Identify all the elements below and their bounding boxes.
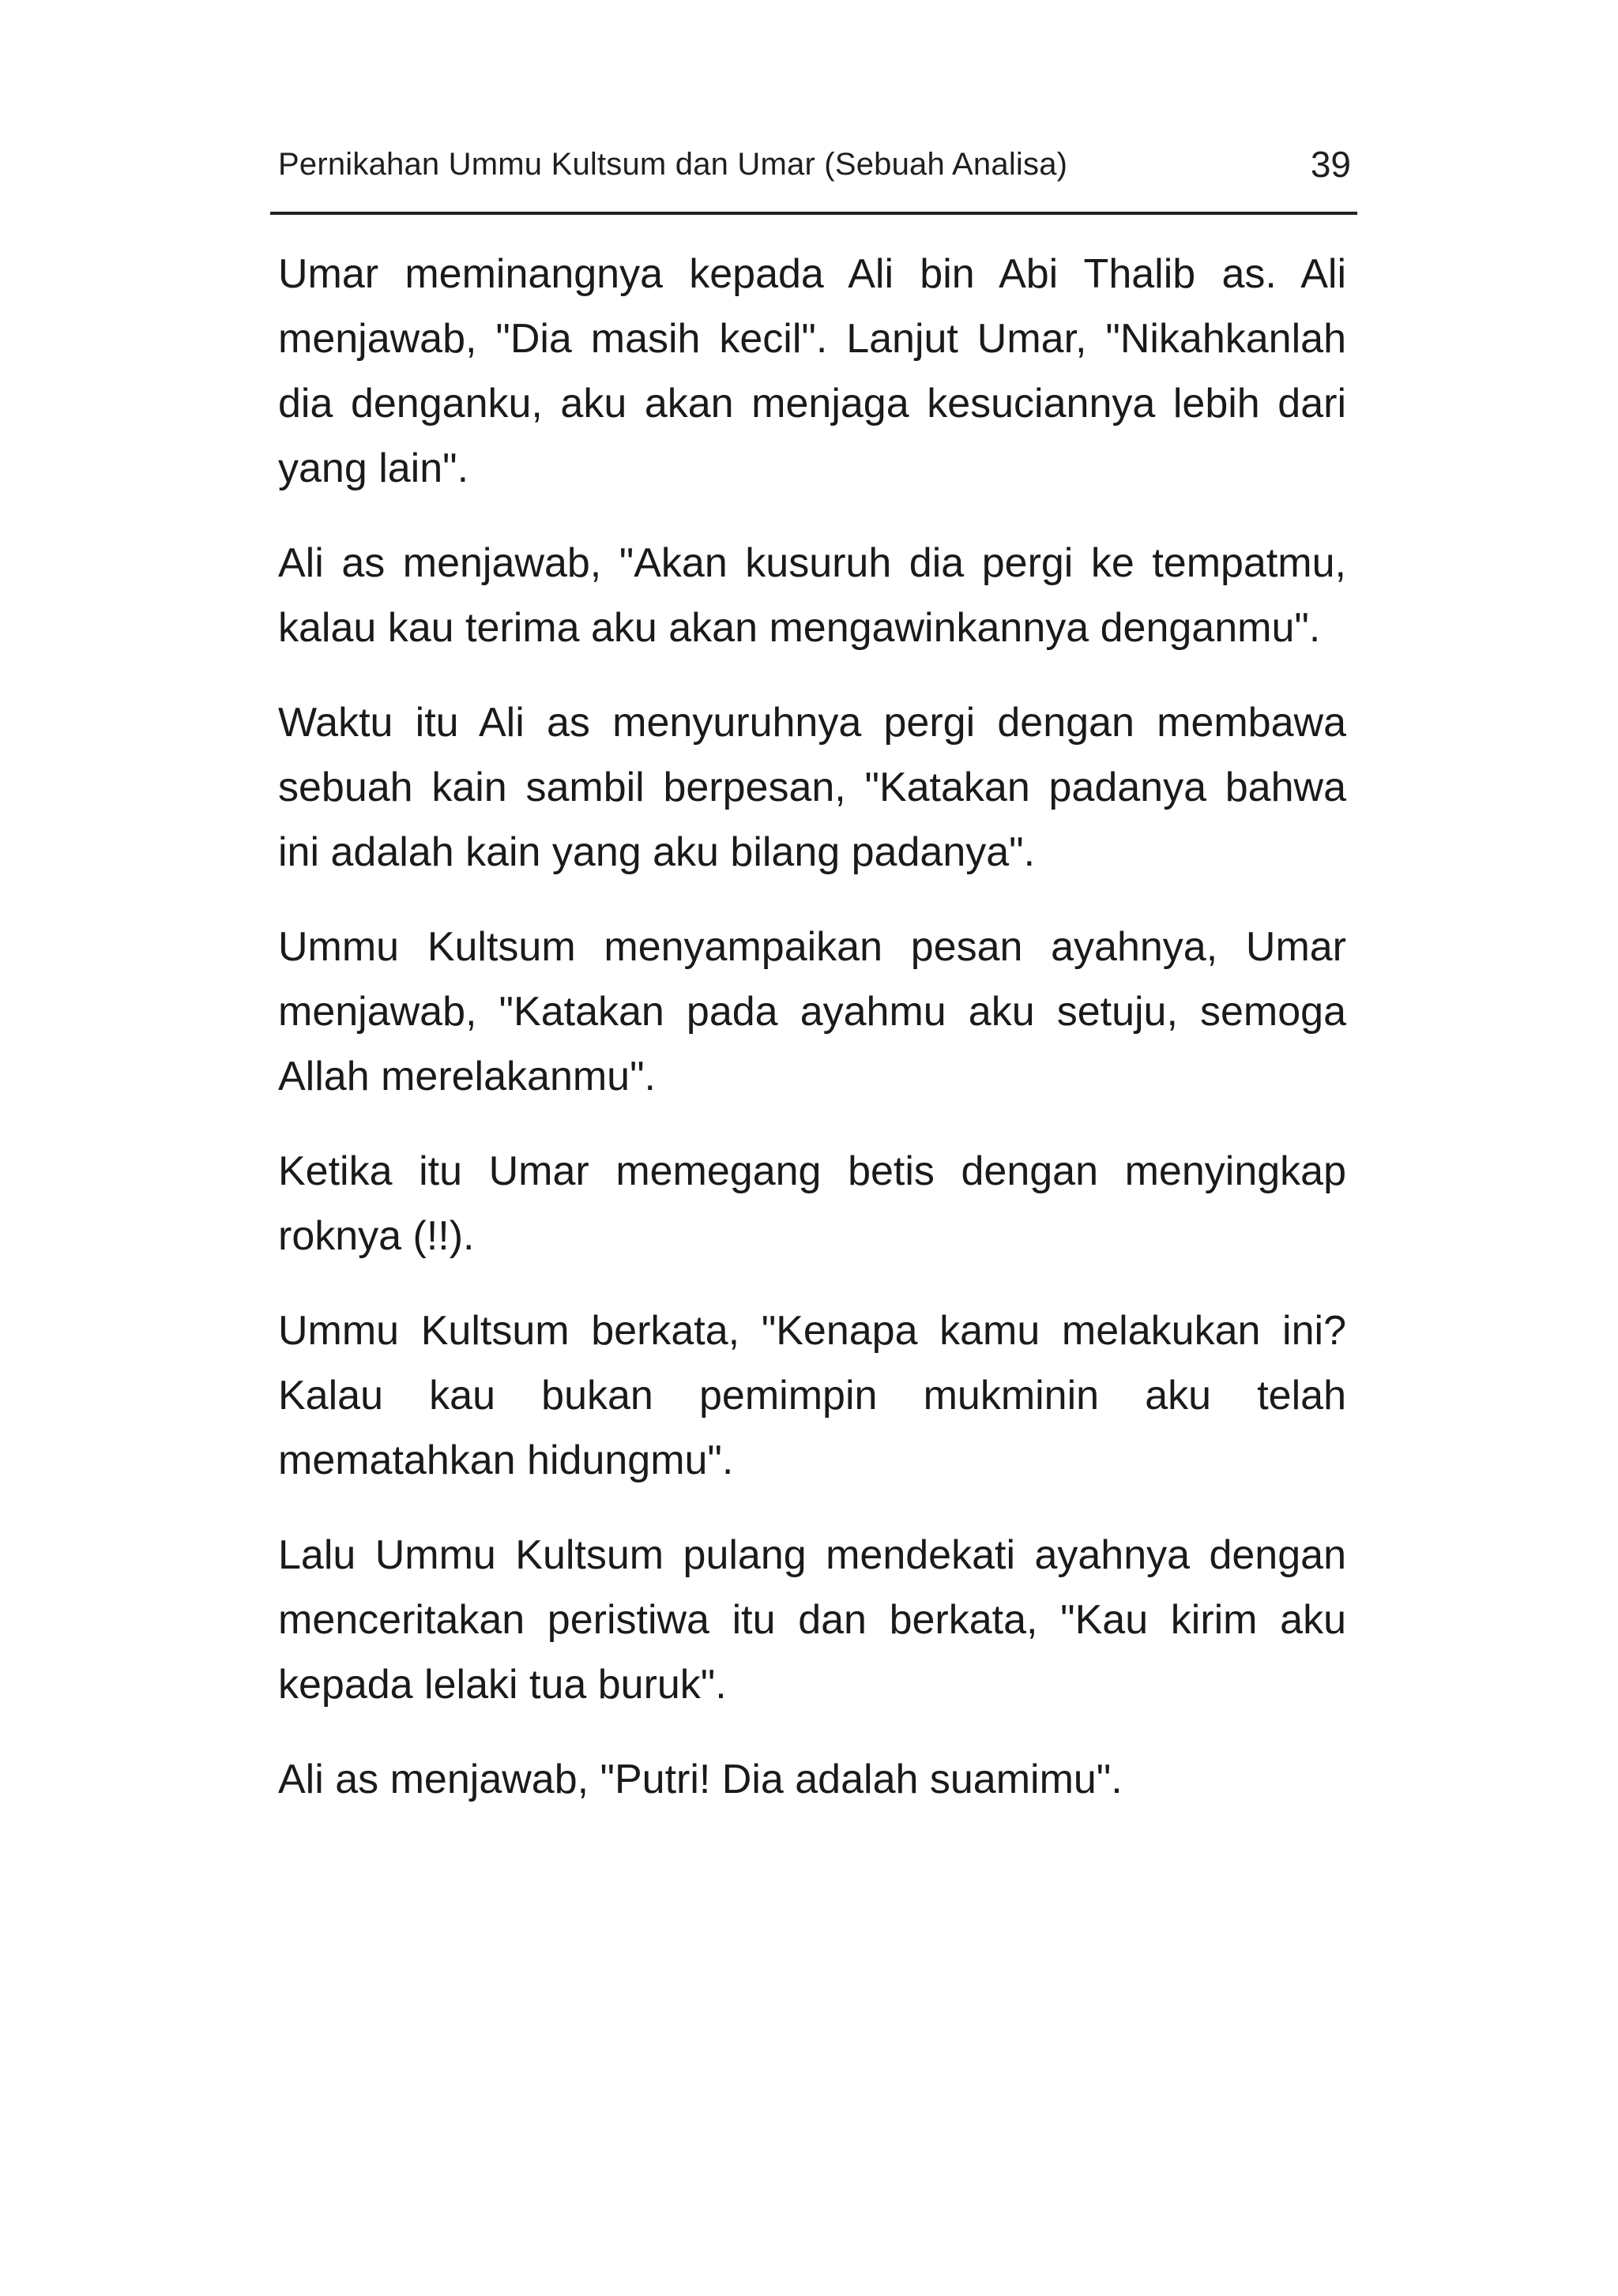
paragraph-2: Ali as menjawab, "Akan kusuruh dia pergi ke tempatmu, kalau kau terima aku akan mengawinkannya denganmu".	[278, 540, 1346, 651]
paragraph-5: Ketika itu Umar memegang betis dengan menyingkap roknya (!!).	[278, 1148, 1346, 1259]
paragraph-1: Umar meminangnya kepada Ali bin Abi Thalib as. Ali menjawab, "Dia masih kecil". Lanjut Umar, "Nikahkanlah dia denganku, aku akan menjaga kesuciannya lebih dari yang lain".	[278, 251, 1346, 491]
body-text	[278, 242, 1346, 1842]
paragraph-8: Ali as menjawab, "Putri! Dia adalah suamimu".	[278, 1757, 1123, 1802]
paragraph-4: Ummu Kultsum menyampaikan pesan ayahnya, Umar menjawab, "Katakan pada ayahmu aku setuju, semoga Allah merelakanmu".	[278, 924, 1346, 1099]
header-divider	[270, 212, 1357, 215]
paragraph-3: Waktu itu Ali as menyuruhnya pergi dengan membawa sebuah kain sambil berpesan, "Katakan padanya bahwa ini adalah kain yang aku bilang padanya".	[278, 700, 1346, 875]
page-number: 39	[1310, 144, 1351, 185]
header-title: Pernikahan Ummu Kultsum dan Umar (Sebuah Analisa)	[278, 146, 1068, 182]
paragraph-7: Lalu Ummu Kultsum pulang mendekati ayahnya dengan menceritakan peristiwa itu dan berkata, "Kau kirim aku kepada lelaki tua buruk".	[278, 1532, 1346, 1708]
paragraph-6: Ummu Kultsum berkata, "Kenapa kamu melakukan ini? Kalau kau bukan pemimpin mukminin aku telah mematahkan hidungmu".	[278, 1308, 1346, 1483]
running-header	[278, 139, 1356, 190]
